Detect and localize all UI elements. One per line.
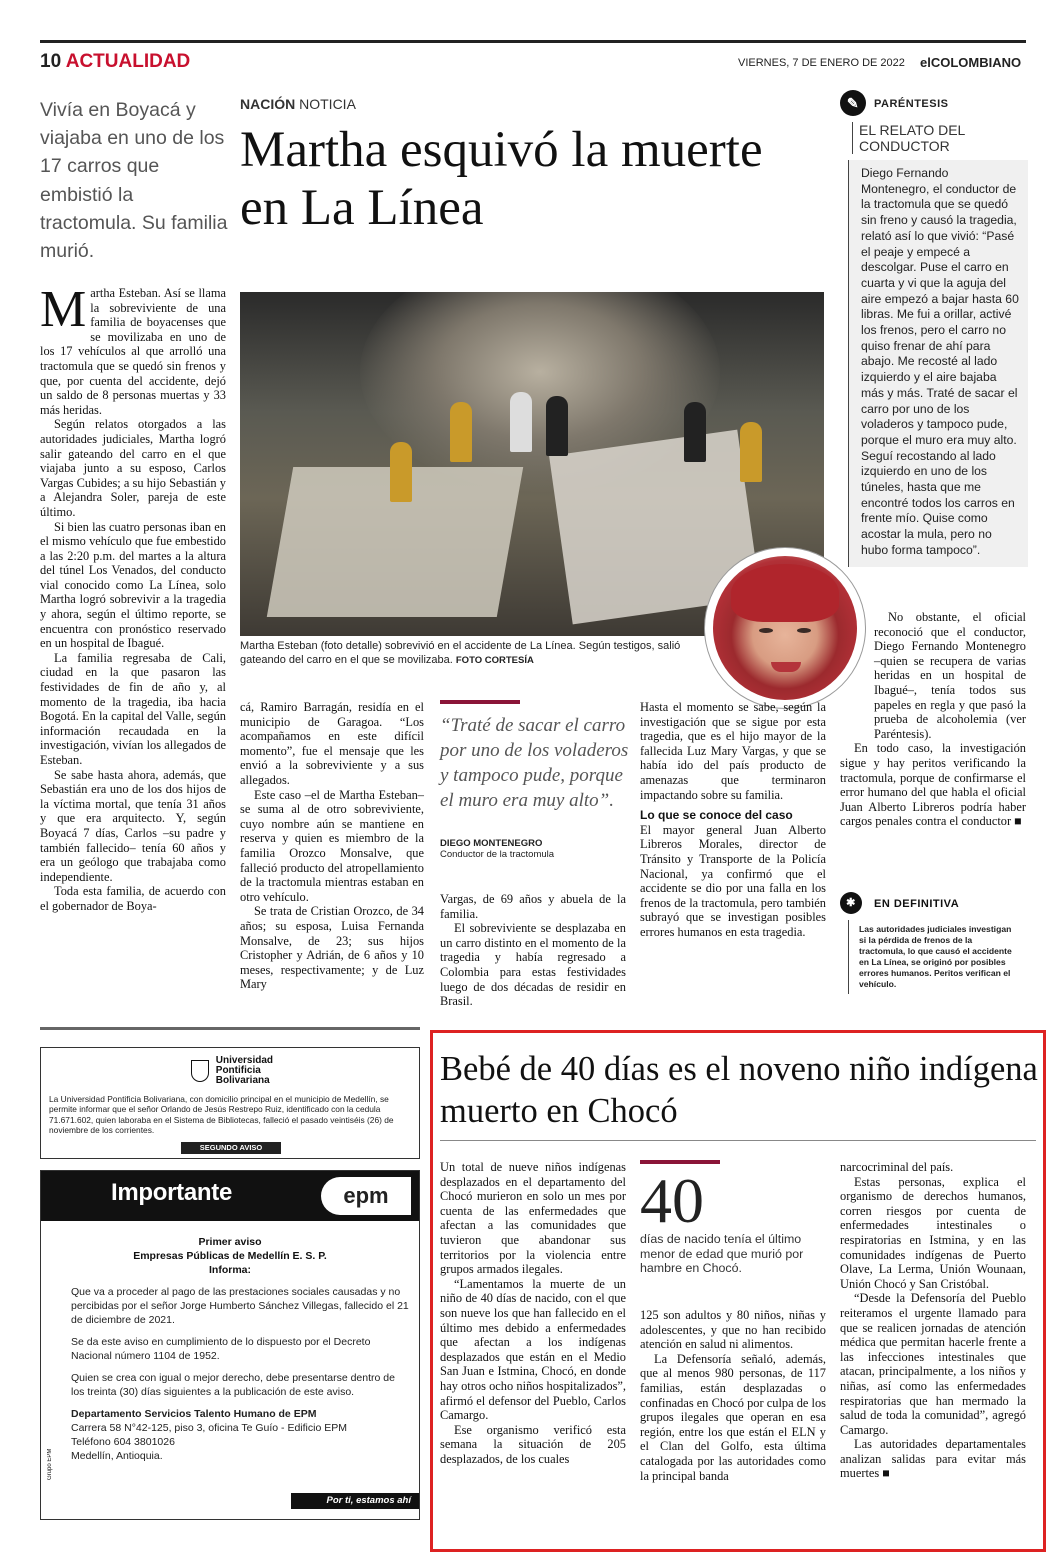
paragraph: La Defensoría señaló, además, que al menos 980 personas, de 117 familias, están desplazadas o confinadas en Chocó por culpa de los grupos ilegales que operan en esa región, entre los que están el ELN y el Clan del Golfo, esta última catalogada por las autoridades como la principal banda <box>640 1351 826 1483</box>
upb-notice <box>40 1047 420 1159</box>
epm-logo: epm <box>321 1177 411 1215</box>
nurse-figure <box>510 392 532 452</box>
photo-credit: FOTO CORTESÍA <box>455 654 534 666</box>
definitiva-label: ✱ EN DEFINITIVA <box>848 898 1028 910</box>
kicker-section: NACIÓN <box>240 96 296 112</box>
stat-text: días de nacido tenía el último menor de edad que murió por hambre en Chocó. <box>640 1232 804 1276</box>
epm-paragraph: Quien se crea con igual o mejor derecho, debe presentarse dentro de los treinta (30) días siguientes a la publicación de este aviso. <box>71 1372 395 1398</box>
story-column-3 <box>440 892 626 1009</box>
lead-paragraph: Martha Esteban. Así se llama la sobreviviente de una familia de boyacenses que se movilizaba en uno de los 17 vehículos al que arrolló una tractomula que se quedó sin frenos y que, por cuenta del accidente, dejó un saldo de 8 personas muertas y 33 más heridas. <box>40 281 226 417</box>
headline-rule <box>440 1140 1036 1141</box>
epm-title: Importante <box>111 1179 233 1206</box>
epm-paragraph: Se da este aviso en cumplimiento de lo dispuesto por el Decreto Nacional número 1104 de 1952. <box>71 1336 371 1362</box>
story-column-1 <box>40 281 226 914</box>
epm-department: Departamento Servicios Talento Humano de EPM <box>71 1408 317 1420</box>
second-column-3 <box>840 1160 1026 1481</box>
epm-paragraph: Que va a proceder al pago de las prestaciones sociales causadas y no percibidas por el señor Jorge Humberto Sánchez Villegas, fallecido el 21 de diciembre de 2021. <box>71 1286 409 1326</box>
pencil-icon: ✎ <box>840 90 866 116</box>
paragraph: cá, Ramiro Barragán, residía en el municipio de Garagoa. “Los acompañamos en este difícil momento”, fue el mensaje que les envió a la sobreviviente y a sus allegados. <box>240 700 424 787</box>
paragraph: narcocriminal del país. <box>840 1160 954 1174</box>
portrait-mouth <box>771 662 801 672</box>
page-header <box>40 51 190 73</box>
story-dek: Vivía en Boyacá y viajaba en uno de los 17 carros que embistió la tractomula. Su familia murió. <box>40 99 228 263</box>
rescuer-figure <box>740 422 762 482</box>
epm-side-logo: Grupo EPM <box>47 1448 53 1480</box>
paragraph: Estas personas, explica el organismo de derechos humanos, corren riesgos por cuenta de enfermedades intestinales o respiratorias en Istmina, y en las comunidades indígenas de Puerto Olave, La Lerma, Unión Wounaan, Unión Chocó y San Cristóbal. <box>840 1174 1026 1291</box>
portrait-eye <box>759 628 773 633</box>
portrait-hair <box>731 564 839 622</box>
newspaper-logo[interactable]: elCOLOMBIANO <box>920 55 1022 70</box>
definitiva-text: Las autoridades judiciales investigan si la pérdida de frenos de la tractomula, lo que causó el accidente en La Línea, se originó por posibles errores humanos. Peritos verifican el vehículo. <box>848 920 1023 994</box>
epm-phone: Teléfono 604 3801026 <box>71 1436 175 1448</box>
paragraph: Se trata de Cristian Orozco, de 34 años; su esposa, Luisa Fernanda Monsalve, de 23; sus hijos Cristopher y Adrián, de 6 años y 10 meses, respectivamente; y de Luz Mary <box>240 904 424 992</box>
epm-body <box>71 1285 411 1463</box>
page-number: 10 <box>40 51 62 72</box>
en-definitiva-box <box>848 898 1028 994</box>
upb-logo: Universidad Pontificia Bolivariana <box>191 1056 273 1086</box>
story-column-4 <box>640 700 826 940</box>
officer-figure <box>546 396 568 456</box>
second-headline[interactable]: Bebé de 40 días es el noveno niño indígena muerto en Chocó <box>440 1050 1038 1130</box>
crest-icon <box>191 1060 209 1082</box>
story-column-2 <box>240 700 424 992</box>
paragraph: 125 son adultos y 80 niños, niñas y adolescentes, y que no han recibido atención en salud ni alimentos. <box>640 1308 826 1352</box>
drop-cap: M <box>40 281 87 338</box>
paragraph: Se sabe hasta ahora, además, que Sebastián era uno de los dos hijos de la víctima mortal, que tenía 31 años y que era arquitecto. Y, según Boyacá 7 días, Carlos –su padre y también fallecido– tenía 60 años y era un geólogo que trabajaba como independiente. <box>40 767 226 884</box>
paragraph: Hasta el momento se sabe, según la investigación que se sigue por esta tragedia, que es el hijo mayor de la fallecida Luz Mary Vargas, y que se había ido del país producto de amenazas que terminaron impactando sobre su familia. <box>640 700 826 802</box>
section-name[interactable]: ACTUALIDAD <box>65 51 191 72</box>
paragraph: Las autoridades departamentales analizan salidas para evitar más muertes ■ <box>840 1437 1026 1481</box>
paragraph: Según relatos otorgados a las autoridades judiciales, Martha logró salir gateando del carro en el que viajaba junto a su esposo, Carlos Vargas Cubides; a su hijo Sebastián y a Alejandra Soler, pareja de este último. <box>40 417 226 519</box>
epm-banner <box>41 1171 419 1221</box>
paragraph: Un total de nueve niños indígenas desplazados en el departamento del Chocó murieron en solo un mes por cuenta de las enfermedades que afectan a las comunidades que tuvieron que abandonar sus territorios por la violencia entre grupos armados ilegales. <box>440 1160 626 1277</box>
stat-rule <box>640 1160 720 1164</box>
caption-text: Martha Esteban (foto detalle) sobrevivió en el accidente de La Línea. Según testigos, salió gateando del carro en el que se movilizaba. <box>240 640 681 666</box>
stat-number: 40 <box>640 1165 704 1236</box>
epm-city: Medellín, Antioquia. <box>71 1450 163 1462</box>
paragraph: Vargas, de 69 años y abuela de la familia. <box>440 892 626 921</box>
epm-address: Carrera 58 N°42-125, piso 3, oficina Te Guío - Edificio EPM <box>71 1422 347 1434</box>
paragraph: El mayor general Juan Alberto Libreros Morales, director de Tránsito y Transporte de la Policía Nacional, ya confirmó que el accidente se dio por una falla en los frenos de la tractomula, pero también subrayó que se investigan posibles errores humanos en esta tragedia. <box>640 822 826 939</box>
photo-caption <box>240 640 700 667</box>
top-rule <box>40 40 1026 43</box>
paragraph: Este caso –el de Martha Esteban– se suma al de otro sobreviviente, cuyo nombre aún se mantiene en reserva y quien es miembro de la familia Orozco Monsalve, que falleció producto del atropellamiento de la tractomula mientras estaban en otro vehículo. <box>240 787 424 904</box>
ad-column-rule <box>40 1027 420 1030</box>
portrait-face <box>713 556 857 700</box>
second-column-1 <box>440 1160 626 1466</box>
kicker-type: NOTICIA <box>299 96 356 112</box>
second-column-2 <box>640 1308 826 1483</box>
rescuer-figure <box>390 442 412 502</box>
epm-notice <box>40 1170 420 1520</box>
paragraph: Ese organismo verificó esta semana la situación de 205 desplazados, de los cuales <box>440 1422 626 1466</box>
paragraph: El sobreviviente se desplazaba en un carro distinto en el momento de la tragedia y había regresado a Colombia para estas festividades luego de dos décadas de residir en Brasil. <box>440 921 626 1009</box>
paragraph: No obstante, el oficial reconoció que el conductor, Diego Fernando Montenegro –quien se recupera de varias heridas en un hospital de Ibagué–, tenía todos sus papeles en regla y que pasó la prueba de alcoholemia (ver Paréntesis). <box>874 610 1026 741</box>
story-kicker <box>240 96 356 112</box>
sidebar-label: ✎ PARÉNTESIS <box>848 98 1028 110</box>
story-headline[interactable]: Martha esquivó la muerte en La Línea <box>240 122 763 236</box>
paragraph: La familia regresaba de Cali, ciudad en la que pasaron las festividades de fin de año y, al momento de la tragedia, iba hacia Bogotá. En la capital del Valle, según información recaudada en la investigación, vivían los allegados de Esteban. <box>40 650 226 767</box>
officer-figure <box>684 402 706 462</box>
epm-slogan: Por ti, estamos ahí <box>291 1493 419 1509</box>
quote-rule <box>440 700 520 704</box>
subhead: Lo que se conoce del caso <box>640 808 793 823</box>
pull-quote: “Traté de sacar el carro por uno de los voladeros y tampoco pude, porque el muro era muy alto”. <box>440 715 629 811</box>
paragraph: “Lamentamos la muerte de un niño de 40 días de nacido, con el que son nueve los que han fallecido en el último mes debido a enfermedades que afectan a los indígenas desplazados que están en el Medio San Juan e Istmina, Chocó, en donde hay otros ocho niños hospitalizados”, afirmó el defensor del Pueblo, Carlos Camargo. <box>440 1276 626 1423</box>
portrait-eye <box>797 628 811 633</box>
paragraph: “Desde la Defensoría del Pueblo reiteramos el urgente llamado para que se realicen jornadas de atención médica que permitan hacerle frente a las infecciones intestinales que atacan, principalmente, a los niños y niñas, así como las enfermedades respiratorias que han mermado la salud de toda la comunidad”, agregó Camargo. <box>840 1291 1026 1437</box>
rescuer-figure <box>450 402 472 462</box>
quote-author-role: Conductor de la tractomula <box>440 849 555 860</box>
summary-icon: ✱ <box>840 892 862 914</box>
issue-date: VIERNES, 7 DE ENERO DE 2022 <box>738 57 905 69</box>
upb-notice-text: La Universidad Pontificia Bolivariana, con domicilio principal en el municipio de Medellín, se permite informar que el señor Orlando de Jesús Restrepo Ruiz, identificado con la cedula 71.671.602, quien laboraba en el Sistema de Bibliotecas, falleció el pasado veintiséis (26) de noviembre de los corrientes. <box>49 1094 394 1136</box>
notice-badge: SEGUNDO AVISO <box>181 1142 281 1154</box>
story-column-5 <box>840 610 1026 829</box>
sidebar-title: EL RELATO DEL CONDUCTOR <box>852 122 1012 154</box>
paragraph: Toda esta familia, de acuerdo con el gobernador de Boya- <box>40 884 226 913</box>
quote-author: DIEGO MONTENEGRO <box>440 838 543 849</box>
paragraph: Si bien las cuatro personas iban en el mismo vehículo que fue embestido a las 2:20 p.m. del martes a la altura del túnel Los Venados, del conducto vial conocido como La Línea, solo Martha logró sobrevivir a la tragedia y ahora, según el último reporte, se encuentra con pronóstico reservado en un hospital de Ibagué. <box>40 519 226 651</box>
parentesis-box <box>846 95 1028 567</box>
sidebar-text: Diego Fernando Montenegro, el conductor de la tractomula que se quedó sin freno y causó la tragedia, relató así lo que vivió: “Pasé el peaje y empecé a descolgar. Puse el carro en cuarta y vi que la aguja del aire empezó a bajar hasta 60 libras. Me fui a orillar, activé los frenos, pero el carro no quiso frenar de ahí para abajo. Me recosté al lado izquierdo y el aire bajaba más y más. Traté de sacar el carro por uno de los voladeros y tampoco pude, porque el muro era muy alto. Seguí recostando al lado izquierdo en uno de los túneles, hasta que me encontré todos los carros en frente mío. Quise como acostar la mula, pero no hubo forma tampoco”. <box>848 160 1028 567</box>
paragraph: En todo caso, la investigación sigue y hay peritos verificando la tractomula, porque de confirmarse el error humano del que habla el oficial Juan Alberto Libreros podría haber cargos penales contra el conductor ■ <box>840 741 1026 829</box>
epm-heading: Primer aviso Empresas Públicas de Medellín E. S. P. Informa: <box>133 1236 327 1276</box>
